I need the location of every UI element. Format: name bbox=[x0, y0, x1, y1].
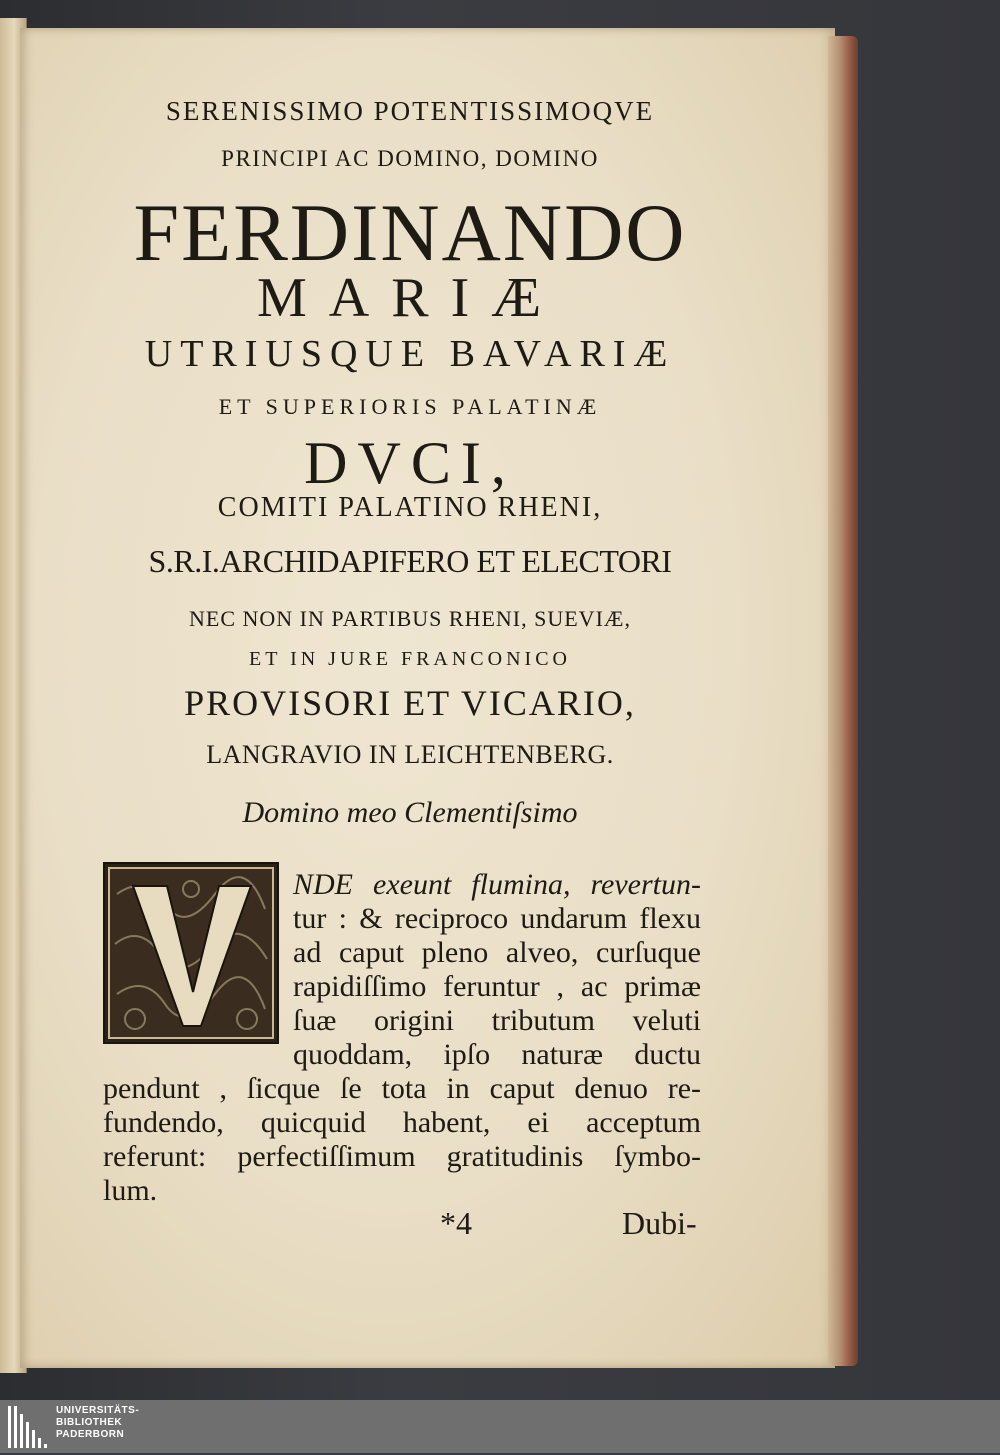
dedication-line-4: MARIÆ bbox=[256, 267, 564, 329]
library-logo-icon bbox=[6, 1404, 50, 1450]
decorated-initial bbox=[103, 862, 279, 1044]
body-line-3: ad caput pleno alveo, curſuque bbox=[293, 936, 701, 969]
signature-mark: *4 bbox=[440, 1205, 472, 1241]
body-line-1: NDE exeunt flumina, revertun- bbox=[293, 868, 701, 901]
dedication-line-9: S.R.I.ARCHIDAPIFERO ET ELECTORI bbox=[148, 543, 672, 579]
body-line-4: rapidiſſimo feruntur , ac primæ bbox=[293, 970, 701, 1003]
dedication-line-13: LANGRAVIO IN LEICHTENBERG. bbox=[206, 740, 614, 769]
body-line-2: tur : & reciproco undarum flexu bbox=[293, 902, 701, 935]
body-line-6: quoddam, ipſo naturæ ductu bbox=[293, 1038, 701, 1071]
dedication-line-5: UTRIUSQUE BAVARIÆ bbox=[144, 333, 676, 375]
dedication-line-11: ET IN JURE FRANCONICO bbox=[249, 648, 571, 670]
dedication-line-7: DVCI, bbox=[304, 430, 516, 496]
dedication-line-8: COMITI PALATINO RHENI, bbox=[217, 492, 603, 523]
dedication-line-12: PROVISORI ET VICARIO, bbox=[184, 683, 636, 723]
library-footer-bar bbox=[0, 1400, 1000, 1453]
body-line-10: lum. bbox=[103, 1174, 158, 1207]
body-line-7: pendunt , ſicque ſe tota in caput denuo re- bbox=[103, 1072, 701, 1105]
body-line-8: fundendo, quicquid habent, ei acceptum bbox=[103, 1106, 701, 1139]
initial-letter: V bbox=[190, 1042, 192, 1043]
body-line-9: referunt: perfectiſſimum gratitudinis ſymbo- bbox=[103, 1140, 701, 1173]
page-fore-edge bbox=[828, 36, 858, 1366]
dedication-line-10: NEC NON IN PARTIBUS RHENI, SUEVIÆ, bbox=[189, 606, 631, 631]
library-logo-line-3: PADERBORN bbox=[56, 1429, 125, 1440]
dedication-line-6: ET SUPERIORIS PALATINÆ bbox=[218, 394, 602, 419]
dedication-line-2: PRINCIPI AC DOMINO, DOMINO bbox=[221, 146, 599, 171]
library-logo-line-1: UNIVERSITÄTS- bbox=[56, 1405, 140, 1416]
body-line-5: ſuæ origini tributum veluti bbox=[293, 1004, 701, 1037]
dedication-salutation: Domino meo Clementiſsimo bbox=[242, 796, 578, 829]
dedication-line-1: SERENISSIMO POTENTISSIMOQVE bbox=[165, 96, 655, 126]
dedication-name: FERDINANDO bbox=[133, 187, 687, 278]
library-logo-line-2: BIBLIOTHEK bbox=[56, 1417, 123, 1428]
catchword: Dubi- bbox=[622, 1205, 697, 1241]
decorated-initial-art bbox=[105, 864, 277, 1042]
